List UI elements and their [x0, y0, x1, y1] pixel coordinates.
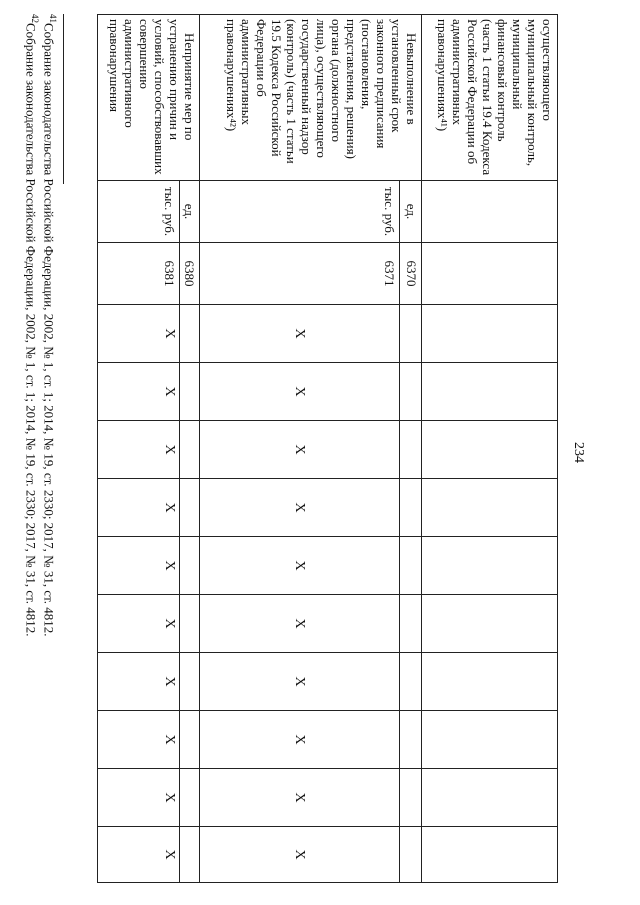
row-name-text: Невыполнение в установленный срок законного предписания (постановления, представления, решения) органа (должностного лица), осуществляющего государственный надзор (контроль) (часть 1 статьи 19.5 Кодекса Российской Федерации об административных правонарушениях⁴²) [224, 19, 419, 164]
table-cell: X [98, 595, 180, 653]
table-cell [180, 711, 200, 769]
footnote-text: Собрание законодательства Российской Федерации, 2002, № 1, ст. 1; 2014, № 19, ст. 2330; 2017, № 31, ст. 4812. [23, 23, 39, 637]
table-cell [422, 363, 558, 421]
page-number: 234 [571, 442, 586, 463]
table-cell: X [200, 537, 400, 595]
table-cell [400, 363, 422, 421]
table-cell [180, 595, 200, 653]
table-row [400, 15, 422, 883]
table-row [180, 15, 200, 883]
row-unit: тыс. руб. [98, 181, 180, 243]
table-cell [400, 305, 422, 363]
table-cell: X [98, 305, 180, 363]
row-name-text: Непринятие мер по устранению причин и условий, способствовавших совершению административного правонарушения [107, 19, 197, 175]
table-cell [400, 595, 422, 653]
row-code: 6380 [180, 243, 200, 305]
table-cell: X [98, 479, 180, 537]
row-code: 6370 [400, 243, 422, 305]
table-cell: X [200, 305, 400, 363]
table-cell: X [200, 479, 400, 537]
table-cell: X [98, 537, 180, 595]
table-cell: X [98, 653, 180, 711]
row-unit: ед. [400, 181, 422, 243]
footnote [41, 14, 58, 637]
table-cell [422, 305, 558, 363]
footnote-divider [63, 14, 64, 184]
row-code: 6381 [98, 243, 180, 305]
table-cell [400, 537, 422, 595]
table-cell [180, 537, 200, 595]
table-cell [422, 595, 558, 653]
footnote-mark: 41 [48, 14, 58, 23]
table-cell [180, 769, 200, 827]
table-cell [400, 653, 422, 711]
table-cell [422, 827, 558, 883]
row-name: осуществляющего муниципальный контроль, муниципальный финансовый контроль (часть 1 статьи 19.4 Кодекса Российской Федерации об административных правонарушениях⁴¹) [422, 15, 558, 181]
table-cell [422, 479, 558, 537]
table-cell [422, 653, 558, 711]
table-cell [180, 653, 200, 711]
table-cell [400, 711, 422, 769]
table-cell: X [200, 653, 400, 711]
row-unit: ед. [180, 181, 200, 243]
footnote-mark: 42 [30, 14, 40, 23]
table-cell: X [200, 363, 400, 421]
table-cell [400, 769, 422, 827]
table-cell: X [200, 711, 400, 769]
table-cell [422, 711, 558, 769]
table-cell [422, 769, 558, 827]
table-cell [400, 479, 422, 537]
table-cell [180, 363, 200, 421]
table-cell [400, 827, 422, 883]
table-cell: X [200, 827, 400, 883]
row-code: 6371 [200, 243, 400, 305]
table-cell [422, 537, 558, 595]
table-cell [400, 421, 422, 479]
row-code [422, 243, 558, 305]
table-cell [180, 421, 200, 479]
table-cell: X [98, 363, 180, 421]
table-cell: X [98, 827, 180, 883]
table-cell [180, 305, 200, 363]
table-cell: X [98, 711, 180, 769]
table-cell: X [200, 421, 400, 479]
table-cell: X [98, 421, 180, 479]
row-unit [422, 181, 558, 243]
table-cell [180, 827, 200, 883]
statistics-table [97, 14, 558, 883]
table-cell [180, 479, 200, 537]
row-name [98, 15, 200, 181]
footnote [23, 14, 40, 637]
footnote-text: Собрание законодательства Российской Федерации, 2002, № 1, ст. 1; 2014, № 19, ст. 2330; 2017, № 31, ст. 4812. [41, 23, 57, 637]
table-cell: X [98, 769, 180, 827]
row-name [200, 15, 422, 181]
row-unit: тыс. руб. [200, 181, 400, 243]
table-row [422, 15, 558, 883]
table-cell: X [200, 769, 400, 827]
table-cell: X [200, 595, 400, 653]
table-cell [422, 421, 558, 479]
